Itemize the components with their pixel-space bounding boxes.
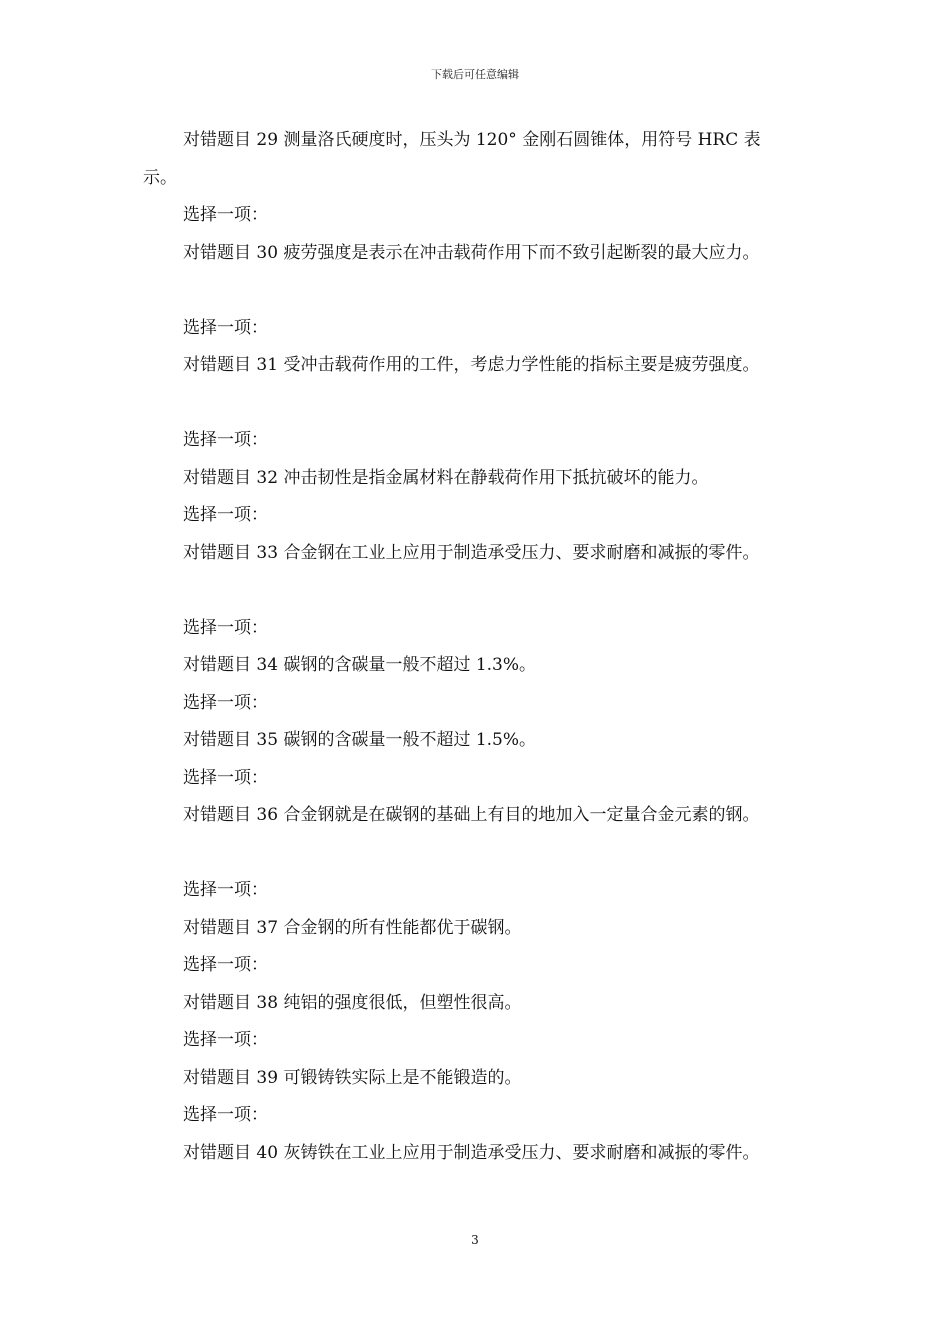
question-29-text: 对错题目 29 测量洛氏硬度时，压头为 120° 金刚石圆锥体，用符号 HRC 表 <box>183 130 761 150</box>
question-38-text: 对错题目 38 纯铝的强度很低，但塑性很高。 <box>183 992 522 1013</box>
question-30-option-label: 选择一项： <box>183 317 268 338</box>
question-37-option-label: 选择一项： <box>183 955 268 975</box>
question-40-text: 对错题目 40 灰铸铁在工业上应用于制造承受压力、要求耐磨和减振的零件。 <box>183 1142 760 1163</box>
question-33-option-label: 选择一项： <box>183 617 268 638</box>
blank-line <box>143 835 815 873</box>
question-37-text: 对错题目 37 合金钢的所有性能都优于碳钢。 <box>183 917 522 938</box>
question-35-option-label: 选择一项： <box>183 767 268 788</box>
question-31-text: 对错题目 31 受冲击载荷作用的工件，考虑力学性能的指标主要是疲劳强度。 <box>183 355 760 375</box>
question-38-option-label: 选择一项： <box>183 1030 268 1050</box>
question-31-option-label: 选择一项： <box>183 430 268 450</box>
question-33-text: 对错题目 33 合金钢在工业上应用于制造承受压力、要求耐磨和减振的零件。 <box>183 542 760 563</box>
question-32-text: 对错题目 32 冲击韧性是指金属材料在静载荷作用下抵抗破坏的能力。 <box>183 467 709 488</box>
blank-line <box>143 572 815 610</box>
question-36-text: 对错题目 36 合金钢就是在碳钢的基础上有目的地加入一定量合金元素的钢。 <box>183 805 760 825</box>
page-number: 3 <box>471 1233 479 1247</box>
blank-line <box>143 272 815 310</box>
question-30-text: 对错题目 30 疲劳强度是表示在冲击载荷作用下而不致引起断裂的最大应力。 <box>183 242 760 263</box>
question-29-option-label: 选择一项： <box>183 205 268 225</box>
question-29-text-continued: 示。 <box>143 167 177 188</box>
question-32-option-label: 选择一项： <box>183 505 268 525</box>
question-39-option-label: 选择一项： <box>183 1105 268 1125</box>
question-34-text: 对错题目 34 碳钢的含碳量一般不超过 1.3%。 <box>183 655 537 675</box>
page-header: 下载后可任意编辑 <box>431 68 519 81</box>
blank-line <box>143 385 815 423</box>
question-35-text: 对错题目 35 碳钢的含碳量一般不超过 1.5%。 <box>183 730 537 750</box>
question-39-text: 对错题目 39 可锻铸铁实际上是不能锻造的。 <box>183 1067 522 1088</box>
document-body <box>143 122 815 1172</box>
question-34-option-label: 选择一项： <box>183 692 268 713</box>
question-36-option-label: 选择一项： <box>183 880 268 900</box>
